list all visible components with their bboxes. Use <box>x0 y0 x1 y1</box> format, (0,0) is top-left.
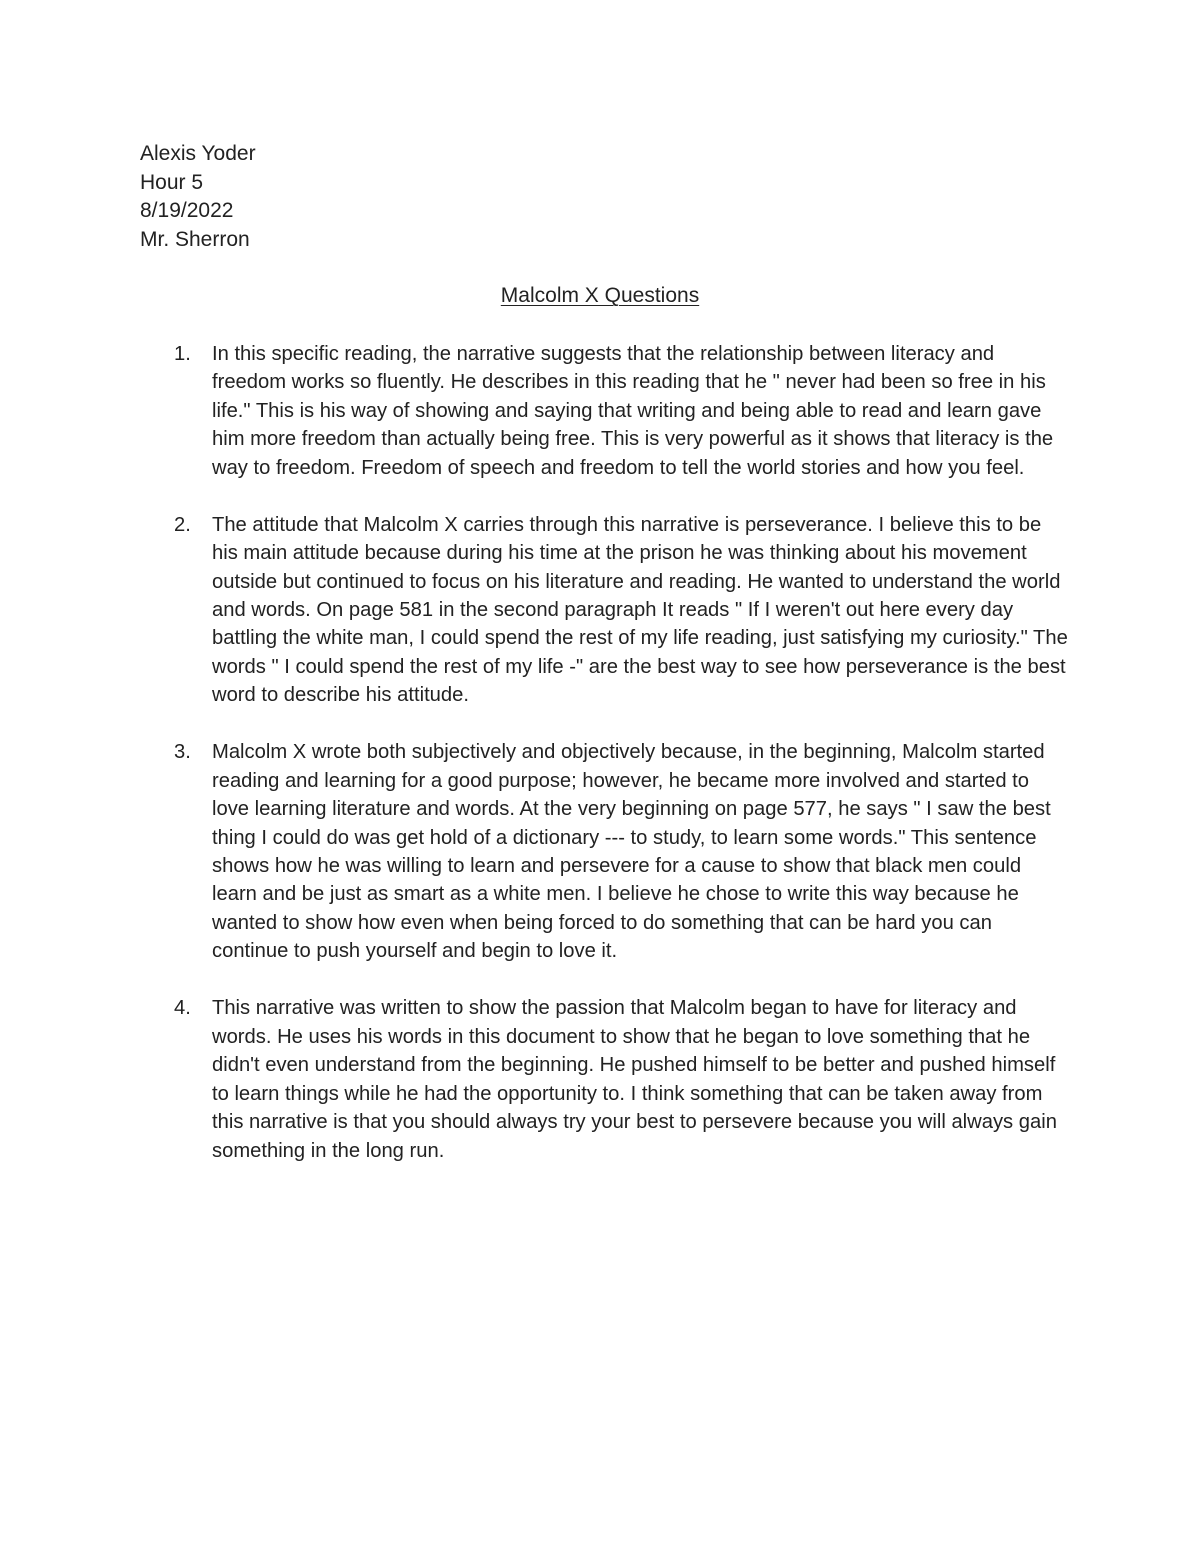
document-title-block <box>0 282 1200 311</box>
teacher-name: Mr. Sherron <box>140 227 250 251</box>
answer-number: 3. <box>174 741 191 764</box>
answer-number: 4. <box>174 997 191 1020</box>
answer-item-4 <box>140 994 1070 1165</box>
answer-item-1 <box>140 340 1070 482</box>
answer-number: 2. <box>174 513 191 536</box>
class-hour: Hour 5 <box>140 170 204 194</box>
answer-text: Malcolm X wrote both subjectively and objectively because, in the beginning, Malcolm started reading and learning for a good purpose; however, he became more involved and started to love learning literature and words. At the very beginning on page 577, he says " I saw the best thing I could do was get hold of a dictionary --- to study, to learn some words." This sentence shows how he was willing to learn and persevere for a cause to show that black men could learn and be just as smart as a white men. I believe he chose to write this way because he wanted to show how even when being forced to do something that can be hard you can continue to push yourself and begin to love it. <box>212 741 1051 963</box>
student-header <box>140 140 256 254</box>
answer-list <box>140 340 1070 1193</box>
answer-text: This narrative was written to show the passion that Malcolm began to have for literacy and words. He uses his words in this document to show that he began to love something that he didn't even understand from the beginning. He pushed himself to be better and pushed himself to learn things while he had the opportunity to. I think something that can be taken away from this narrative is that you should always try your best to persevere because you will always gain something in the long run. <box>212 997 1057 1162</box>
answer-text: The attitude that Malcolm X carries through this narrative is perseverance. I believe this to be his main attitude because during his time at the prison he was thinking about his movement outside but continued to focus on his literature and reading. He wanted to understand the world and words. On page 581 in the second paragraph It reads " If I weren't out here every day battling the white man, I could spend the rest of my life reading, just satisfying my curiosity." The words " I could spend the rest of my life -" are the best way to see how perseverance is the best word to describe his attitude. <box>212 513 1068 707</box>
document-title: Malcolm X Questions <box>500 284 700 307</box>
answer-text: In this specific reading, the narrative suggests that the relationship between literacy and freedom works so fluently. He describes in this reading that he " never had been so free in his life." This is his way of showing and saying that writing and being able to read and learn gave him more freedom than actually being free. This is very powerful as it shows that literacy is the way to freedom. Freedom of speech and freedom to tell the world stories and how you feel. <box>212 343 1054 479</box>
answer-item-3 <box>140 738 1070 966</box>
assignment-date: 8/19/2022 <box>140 199 234 223</box>
answer-item-2 <box>140 511 1070 710</box>
student-name: Alexis Yoder <box>140 142 256 165</box>
answer-number: 1. <box>174 343 191 365</box>
